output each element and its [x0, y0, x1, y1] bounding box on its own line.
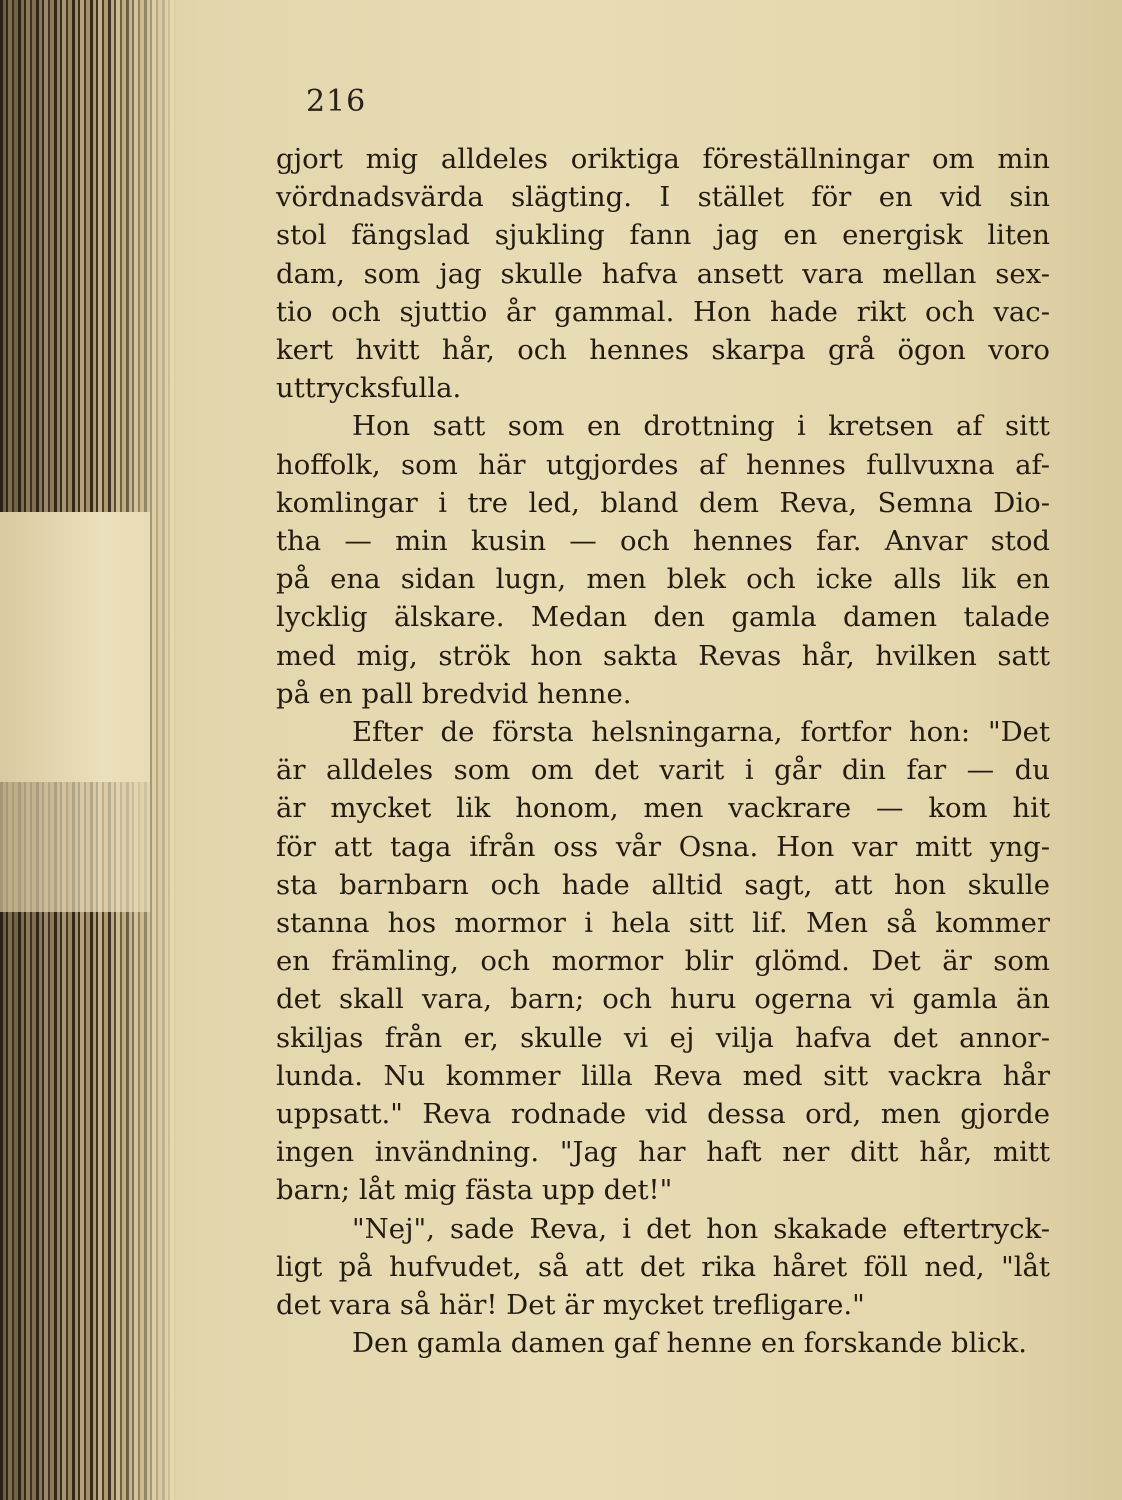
text-line: för att taga ifrån oss vår Osna. Hon var mitt yng-	[276, 830, 1050, 863]
text-line: komlingar i tre led, bland dem Reva, Semna Dio-	[276, 486, 1050, 519]
text-line: ligt på hufvudet, så att det rika håret föll ned, "låt	[276, 1250, 1050, 1283]
text-line: tio och sjuttio år gammal. Hon hade rikt och vac-	[276, 295, 1050, 328]
text-line: lycklig älskare. Medan den gamla damen talade	[276, 601, 1050, 634]
text-line: dam, som jag skulle hafva ansett vara mellan sex-	[276, 257, 1050, 290]
body-text	[276, 140, 1050, 1363]
text-line: stol fängslad sjukling fann jag en energisk liten	[276, 219, 1050, 252]
text-line: på ena sidan lugn, men blek och icke alls lik en	[276, 563, 1050, 596]
text-line: Efter de första helsningarna, fortfor hon: "Det	[352, 716, 1050, 749]
text-line: Hon satt som en drottning i kretsen af sitt	[352, 410, 1050, 443]
text-line: vördnadsvärda slägting. I stället för en vid sin	[276, 181, 1050, 214]
text-line: "Nej", sade Reva, i det hon skakade eftertryck-	[352, 1212, 1050, 1245]
text-line: stanna hos mormor i hela sitt lif. Men så kommer	[276, 907, 1050, 940]
page-edge-highlight	[0, 512, 150, 782]
page-edge-highlight	[0, 782, 150, 912]
text-line: hoffolk, som här utgjordes af hennes fullvuxna af-	[276, 448, 1050, 481]
text-line: en främling, och mormor blir glömd. Det är som	[276, 945, 1050, 978]
text-line: lunda. Nu kommer lilla Reva med sitt vackra hår	[276, 1059, 1050, 1092]
text-line: tha — min kusin — och hennes far. Anvar stod	[276, 525, 1050, 558]
text-line: på en pall bredvid henne.	[276, 677, 632, 710]
text-line: uppsatt." Reva rodnade vid dessa ord, men gjorde	[276, 1098, 1050, 1131]
text-line: ingen invändning. "Jag har haft ner ditt hår, mitt	[276, 1136, 1050, 1169]
text-line: sta barnbarn och hade alltid sagt, att hon skulle	[276, 868, 1050, 901]
page-number: 216	[306, 84, 367, 119]
text-line: kert hvitt hår, och hennes skarpa grå ögon voro	[276, 334, 1050, 367]
text-line: är mycket lik honom, men vackrare — kom hit	[276, 792, 1050, 825]
text-line: Den gamla damen gaf henne en forskande blick.	[352, 1327, 1028, 1360]
text-line: uttrycksfulla.	[276, 372, 462, 405]
text-line: gjort mig alldeles oriktiga föreställningar om min	[276, 143, 1050, 175]
text-line: barn; låt mig fästa upp det!"	[276, 1174, 673, 1207]
text-line: det skall vara, barn; och huru ogerna vi gamla än	[276, 983, 1050, 1016]
text-line: är alldeles som om det varit i går din far — du	[276, 754, 1050, 787]
text-line: det vara så här! Det är mycket trefligare."	[276, 1289, 865, 1322]
text-line: skiljas från er, skulle vi ej vilja hafva det annor-	[276, 1021, 1050, 1054]
text-line: med mig, strök hon sakta Revas hår, hvilken satt	[276, 639, 1050, 672]
